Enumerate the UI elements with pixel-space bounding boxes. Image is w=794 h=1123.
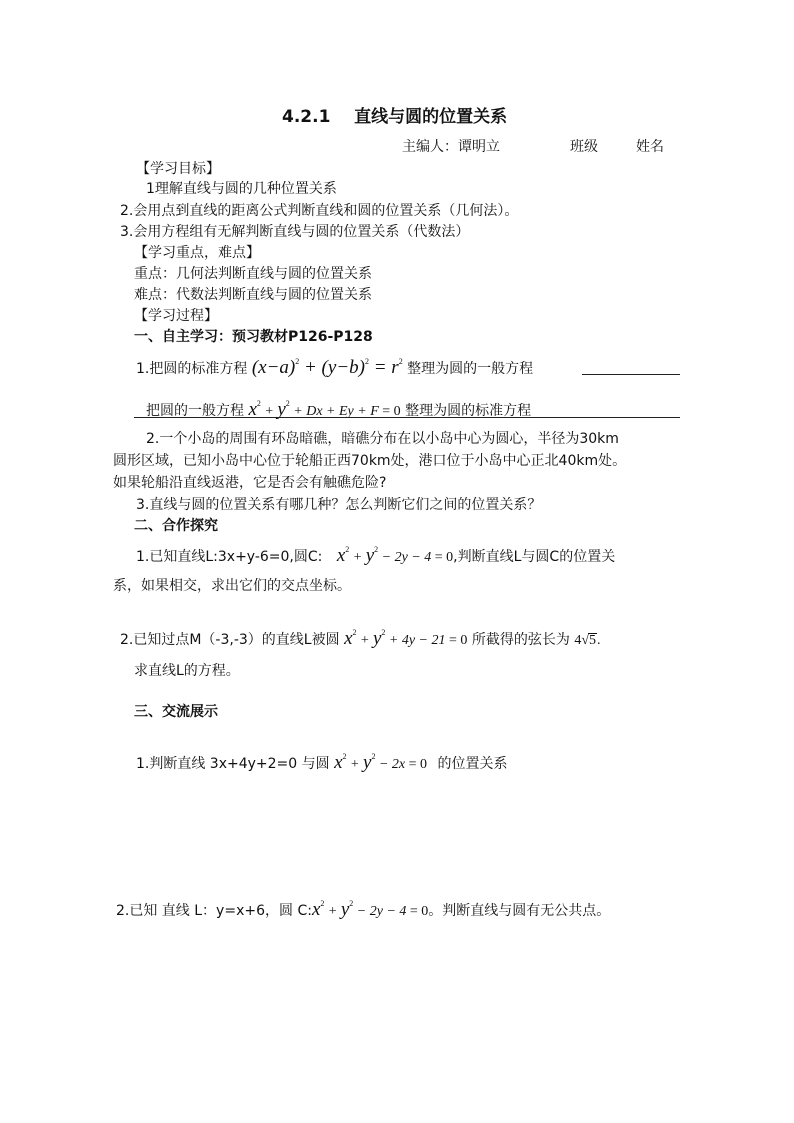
p2-line2: 求直线L的方程。 <box>134 663 240 679</box>
objective-item: 3.会用方程组有无解判断直线与圆的位置关系（代数法） <box>120 224 470 240</box>
q2-line3: 如果轮船沿直线返港，它是否会有触礁危险? <box>113 475 387 491</box>
section3-heading <box>134 703 218 721</box>
q2-line2: 圆形区域，已知小岛中心位于轮船正西70km处，港口位于小岛中心正北40km处。 <box>113 453 627 469</box>
p2-line <box>120 627 601 653</box>
focus-difficult: 难点：代数法判断直线与圆的位置关系 <box>134 287 372 303</box>
focus-heading: 【学习重点，难点】 <box>134 245 260 261</box>
q2-line1: 2.一个小岛的周围有环岛暗礁，暗礁分布在以小岛中心为圆心，半径为30km <box>146 431 619 447</box>
q1b-prefix: 把圆的一般方程 <box>146 403 244 419</box>
answer-blank[interactable] <box>582 374 680 375</box>
page-title: 4.2.1 直线与圆的位置关系 <box>282 107 508 127</box>
e1-suffix: 的位置关系 <box>437 756 508 772</box>
p2-mid: 所截得的弦长为 <box>471 632 570 648</box>
q1-suffix: 整理为圆的一般方程 <box>407 361 534 377</box>
e1-prefix: 1.判断直线 3x+4y+2=0 与圆 <box>136 756 330 772</box>
section1-heading-text: 一、自主学习：预习教材P126-P128 <box>134 329 373 345</box>
focus-key: 重点：几何法判断直线与圆的位置关系 <box>134 266 372 282</box>
circle-equation-c: $x^2 + y^2 - 2y - 4 = 0$ <box>336 545 454 566</box>
objectives-heading: 【学习目标】 <box>136 161 220 177</box>
process-heading: 【学习过程】 <box>134 308 218 324</box>
q1b-line <box>146 398 531 424</box>
editor-label: 主编人：谭明立 <box>402 139 500 155</box>
circle-equation-e1: $x^2 + y^2 - 2x = 0$ <box>334 752 428 773</box>
p2-prefix: 2.已知过点M（-3,-3）的直线L被圆 <box>120 632 340 648</box>
e1-line <box>136 751 507 777</box>
q1-prefix: 1.把圆的标准方程 <box>136 361 248 377</box>
e2-prefix: 2.已知 直线 L：y=x+6，圆 C: <box>116 903 312 919</box>
class-label: 班级 <box>570 139 598 155</box>
section2-heading <box>134 517 218 535</box>
circle-equation-e2: $x^2 + y^2 - 2y - 4 = 0$ <box>311 899 429 920</box>
section2-heading-text: 二、合作探究 <box>134 518 218 534</box>
e2-line <box>116 898 610 924</box>
chord-length: 4√5. <box>574 633 601 648</box>
general-equation: $x^2 + y^2 + Dx + Ey + F = 0$ <box>248 399 401 420</box>
circle-equation-p2: $x^2 + y^2 + 4y - 21 = 0$ <box>344 628 468 649</box>
p1-prefix: 1.已知直线L:3x+y-6=0,圆C: <box>136 549 323 565</box>
p1-line <box>136 544 615 570</box>
objective-item: 1理解直线与圆的几种位置关系 <box>146 181 337 197</box>
name-label: 姓名 <box>636 139 664 155</box>
section3-heading-text: 三、交流展示 <box>134 704 218 720</box>
e2-suffix: 。判断直线与圆有无公共点。 <box>428 903 611 919</box>
answer-blank[interactable] <box>134 417 680 418</box>
objective-item: 2.会用点到直线的距离公式判断直线和圆的位置关系（几何法）。 <box>120 203 519 219</box>
q1-line <box>136 356 533 381</box>
standard-equation: $(x-a)^2 + (y-b)^2 = r^2$ <box>251 357 403 378</box>
q1b-suffix: 整理为圆的标准方程 <box>405 403 532 419</box>
q3-line: 3.直线与圆的位置关系有哪几种？怎么判断它们之间的位置关系？ <box>136 497 542 513</box>
p1-line2: 系，如果相交，求出它们的交点坐标。 <box>113 578 351 594</box>
p1-suffix: ,判断直线L与圆C的位置关 <box>453 549 616 565</box>
section1-heading <box>134 328 373 346</box>
